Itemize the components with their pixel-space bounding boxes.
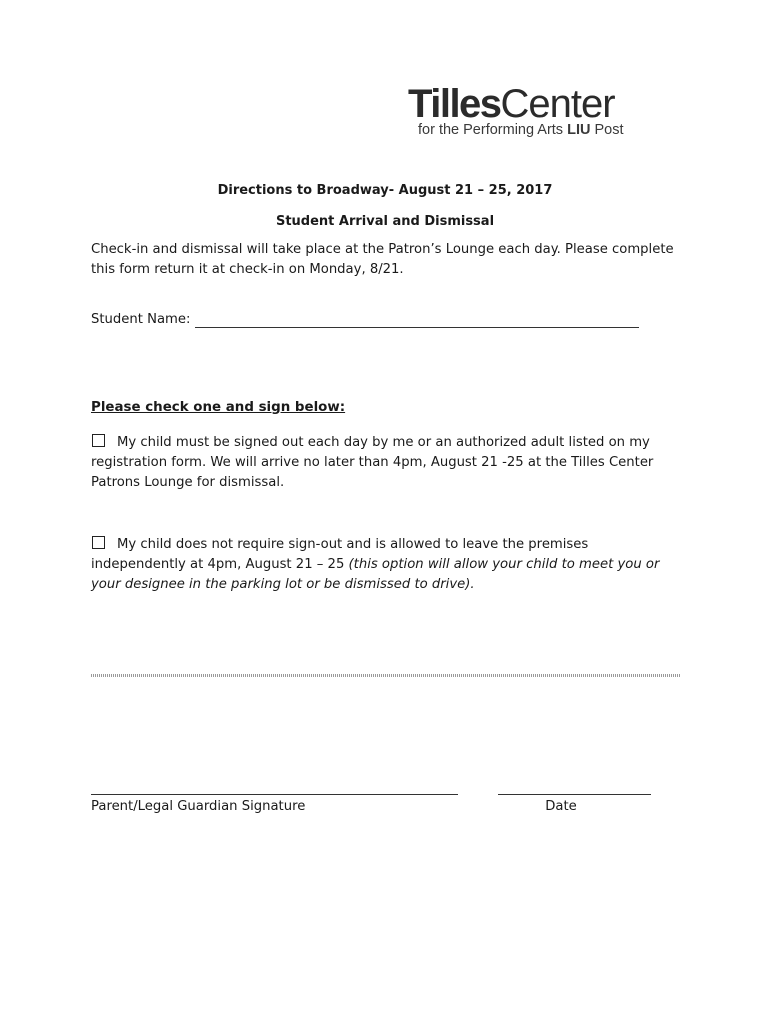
- guardian-signature-label: Parent/Legal Guardian Signature: [91, 799, 306, 814]
- logo-tagline: [418, 122, 624, 138]
- document-title: Directions to Broadway- August 21 – 25, 2017: [217, 183, 553, 198]
- logo-sub-prefix: for the Performing Arts: [418, 122, 568, 138]
- option-1-body: My child must be signed out each day by me or an authorized adult listed on my registration form. We will arrive no later than 4pm, August 21 -25 at the Tilles Center Patrons Lounge for dismissal.: [91, 435, 654, 490]
- student-name-field[interactable]: [195, 327, 639, 328]
- logo-sub-bold: LIU: [567, 122, 591, 138]
- logo-wordmark: [408, 82, 615, 126]
- instructions-heading: Please check one and sign below:: [91, 400, 346, 415]
- document-subtitle: Student Arrival and Dismissal: [275, 214, 495, 229]
- intro-paragraph: Check-in and dismissal will take place at the Patron’s Lounge each day. Please complete this form return it at check-in on Monday, 8/21.: [91, 242, 674, 277]
- option-2-text: [91, 535, 681, 595]
- option-1-text: [91, 433, 681, 493]
- option-2-body: My child does not require sign-out and is allowed to leave the premises independently at 4pm, August 21 – 25: [91, 537, 589, 572]
- tilles-center-logo: [408, 82, 648, 142]
- student-name-label: Student Name:: [91, 312, 191, 327]
- logo-main-light: Center: [500, 82, 615, 126]
- option-2-italic-note: (this option will allow your child to meet you or your designee in the parking lot or be dismissed to drive).: [91, 557, 660, 592]
- dotted-divider: [91, 674, 680, 677]
- logo-main-bold: Tilles: [408, 82, 501, 126]
- logo-sub-suffix: Post: [590, 122, 624, 138]
- date-label: Date: [545, 799, 577, 814]
- date-field[interactable]: [498, 794, 651, 795]
- guardian-signature-field[interactable]: [91, 794, 458, 795]
